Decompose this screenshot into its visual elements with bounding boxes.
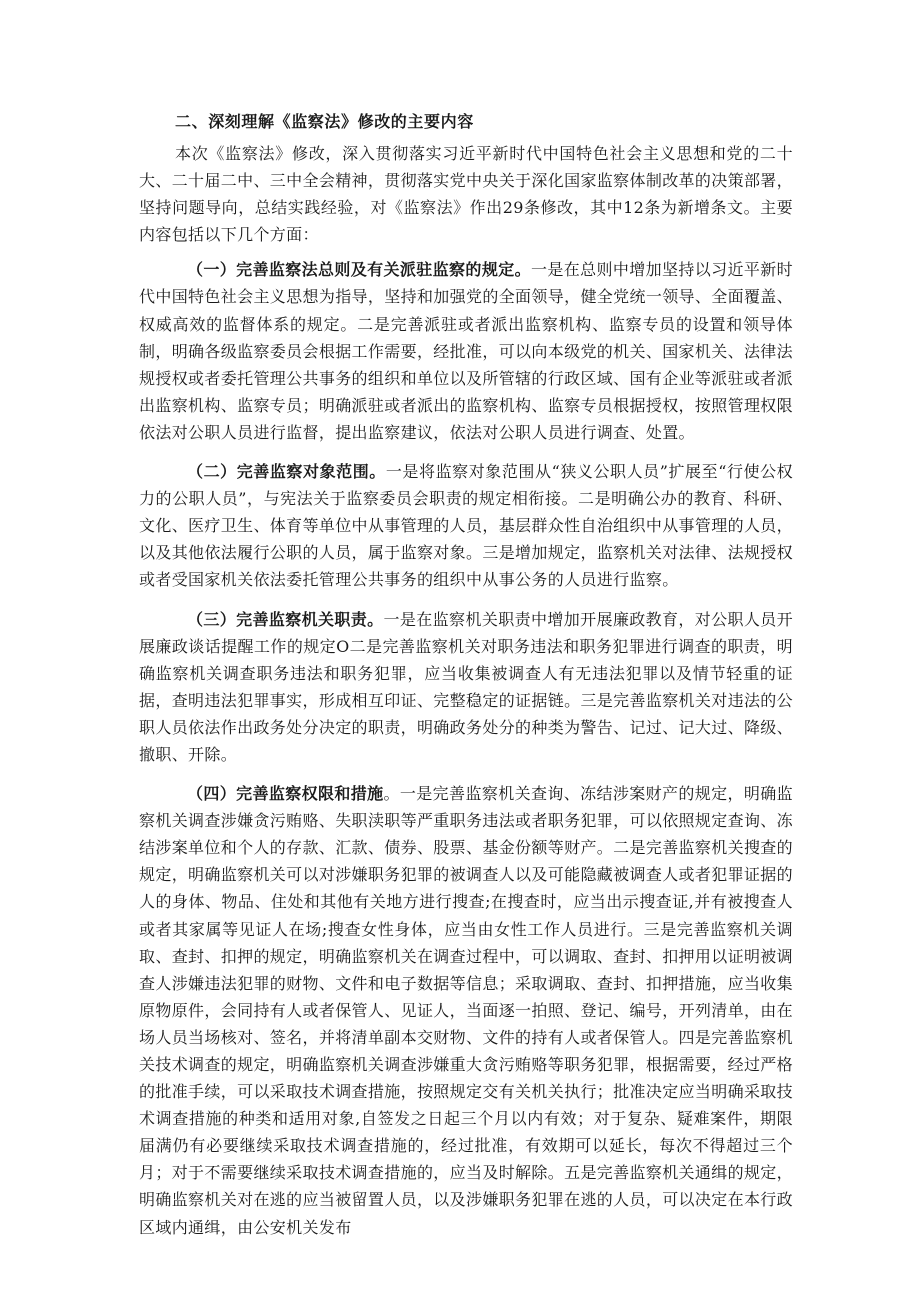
paragraph-supervision-scope bbox=[139, 458, 793, 593]
paragraph-body: 。一是完善监察机关查询、冻结涉案财产的规定，明确监察机关调查涉嫌贪污贿赂、失职渎职等严重职务违法或者职务犯罪，可以依照规定查询、冻结涉案单位和个人的存款、汇款、债券、股票、基金份额等财产。二是完善监察机关搜查的规定，明确监察机关可以对涉嫌职务犯罪的被调查人以及可能隐藏被调查人或者犯罪证据的人的身体、物品、住处和其他有关地方进行搜查;在搜查时，应当出示搜查证,并有被搜查人或者其家属等见证人在场;搜查女性身体，应当由女性工作人员进行。三是完善监察机关调取、查封、扣押的规定，明确监察机关在调查过程中，可以调取、查封、扣押用以证明被调查人涉嫌违法犯罪的财物、文件和电子数据等信息；采取调取、查封、扣押措施，应当收集原物原件，会同持有人或者保管人、见证人，当面逐一拍照、登记、编号，开列清单，由在场人员当场核对、签名，并将清单副本交财物、文件的持有人或者保管人。四是完善监察机关技术调查的规定，明确监察机关调查涉嫌重大贪污贿赂等职务犯罪，根据需要，经过严格的批准手续，可以采取技术调查措施，按照规定交有关机关执行；批准决定应当明确采取技术调查措施的种类和适用对象,自签发之日起三个月以内有效；对于复杂、疑难案件，期限届满仍有必要继续采取技术调查措施的，经过批准，有效期可以延长，每次不得超过三个月；对于不需要继续采取技术调查措施的，应当及时解除。五是完善监察机关通缉的规定，明确监察机关对在逃的应当被留置人员，以及涉嫌职务犯罪在逃的人员，可以决定在本行政区域内通缉，由公安机关发布 bbox=[139, 784, 794, 1237]
paragraph-lead: （二）完善监察对象范围。 bbox=[187, 462, 386, 482]
paragraph-body: 一是在监察机关职责中增加开展廉政教育，对公职人员开展廉政谈话提醒工作的规定O二是完善监察机关对职务违法和职务犯罪进行调查的职责，明确监察机关调查职务违法和职务犯罪，应当收集被调查人有无违法犯罪以及情节轻重的证据，查明违法犯罪事实，形成相互印证、完整稳定的证据链。三是完善监察机关对违法的公职人员依法作出政务处分决定的职责，明确政务处分的种类为警告、记过、记大过、降级、撤职、开除。 bbox=[139, 609, 794, 764]
section-heading: 二、深刻理解《监察法》修改的主要内容 bbox=[175, 112, 474, 131]
intro-paragraph: 本次《监察法》修改，深入贯彻落实习近平新时代中国特色社会主义思想和党的二十大、二十届二中、三中全会精神，贯彻落实党中央关于深化国家监察体制改革的决策部署，坚持问题导向，总结实践经验，对《监察法》作出29条修改，其中12条为新增条文。主要内容包括以下几个方面： bbox=[139, 144, 794, 245]
paragraph-agency-duties bbox=[139, 606, 793, 769]
paragraph-body: 一是将监察对象范围从“狭义公职人员”扩展至“行使公权力的公职人员”，与宪法关于监察委员会职责的规定相衔接。二是明确公办的教育、科研、文化、医疗卫生、体育等单位中从事管理的人员，基层群众性自治组织中从事管理的人员，以及其他依法履行公职的人员，属于监察对象。三是增加规定，监察机关对法律、法规授权或者受国家机关依法委托管理公共事务的组织中从事公务的人员进行监察。 bbox=[139, 462, 794, 590]
paragraph-lead: （三）完善监察机关职责。 bbox=[187, 609, 384, 629]
paragraph-body: 一是在总则中增加坚持以习近平新时代中国特色社会主义思想为指导，坚持和加强党的全面领导，健全党统一领导、全面覆盖、权威高效的监督体系的规定。二是完善派驻或者派出监察机构、监察专员的设置和领导体制，明确各级监察委员会根据工作需要，经批准，可以向本级党的机关、国家机关、法律法规授权或者委托管理公共事务的组织和单位以及所管辖的行政区域、国有企业等派驻或者派出监察机构、监察专员；明确派驻或者派出的监察机构、监察专员根据授权，按照管理权限依法对公职人员进行监督，提出监察建议，依法对公职人员进行调查、处置。 bbox=[139, 260, 794, 442]
document-page bbox=[139, 108, 793, 1253]
paragraph-powers-measures bbox=[139, 780, 793, 1241]
paragraph-lead: （一）完善监察法总则及有关派驻监察的规定。 bbox=[187, 260, 531, 280]
paragraph-lead: （四）完善监察权限和措施 bbox=[187, 784, 384, 804]
paragraph-general-provisions bbox=[139, 256, 793, 446]
